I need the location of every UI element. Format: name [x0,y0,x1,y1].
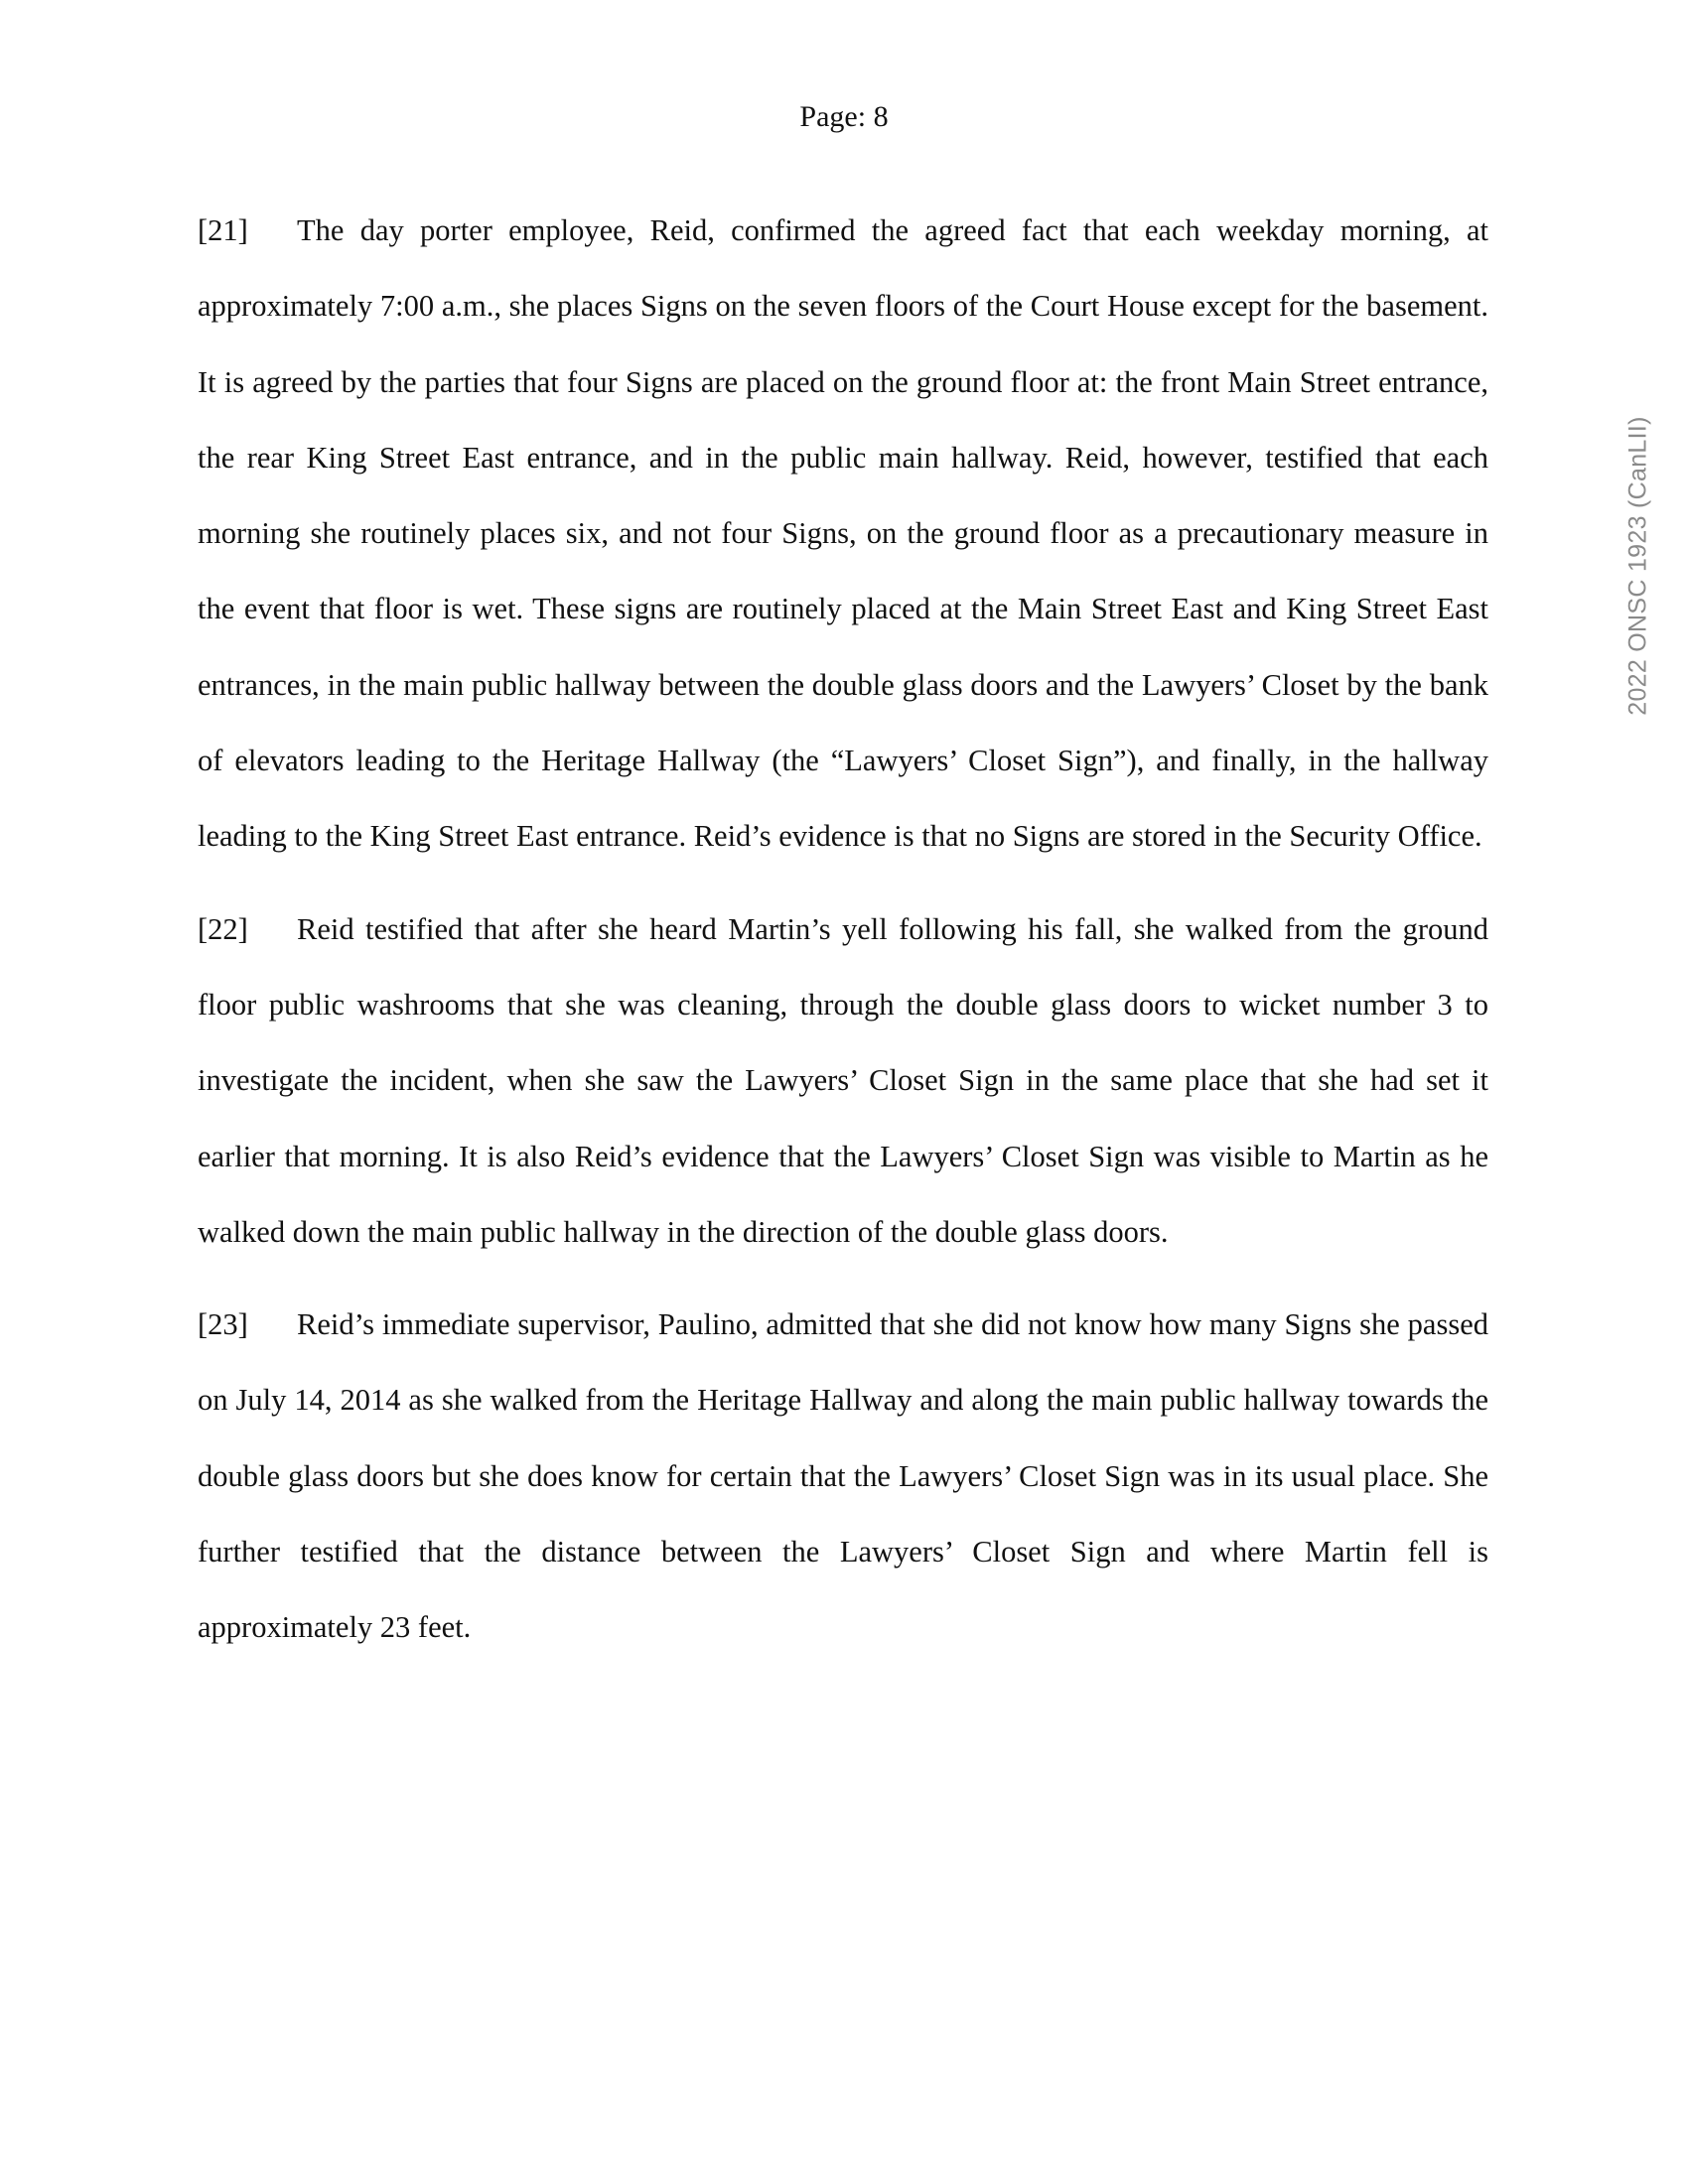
paragraph-21 [198,193,1488,875]
page-number-header: Page: 8 [799,100,889,133]
paragraph-number: [22] [198,911,248,946]
paragraph-23 [198,1287,1488,1665]
paragraph-text: Reid testified that after she heard Martin’s yell following his fall, she walked from the ground floor public washrooms that she was cleaning, through the double glass doors to wicket number 3 to investigate the incident, when she saw the Lawyers’ Closet Sign in the same place that she had set it earlier that morning. It is also Reid’s evidence that the Lawyers’ Closet Sign was visible to Martin as he walked down the main public hallway in the direction of the double glass doors. [198,911,1488,1249]
paragraph-number: [23] [198,1307,248,1342]
paragraph-text: Reid’s immediate supervisor, Paulino, admitted that she did not know how many Signs she passed on July 14, 2014 as she walked from the Heritage Hallway and along the main public hallway towards the double glass doors but she does know for certain that the Lawyers’ Closet Sign was in its usual place. She further testified that the distance between the Lawyers’ Closet Sign and where Martin fell is approximately 23 feet. [198,1307,1488,1645]
judgment-body [198,193,1488,1683]
paragraph-text: The day porter employee, Reid, confirmed the agreed fact that each weekday morning, at approximately 7:00 a.m., she places Signs on the seven floors of the Court House except for the basement. It is agreed by the parties that four Signs are placed on the ground floor at: the front Main Street entrance, the rear King Street East entrance, and in the public main hallway. Reid, however, testified that each morning she routinely places six, and not four Signs, on the ground floor as a precautionary measure in the event that floor is wet. These signs are routinely placed at the Main Street East and King Street East entrances, in the main public hallway between the double glass doors and the Lawyers’ Closet by the bank of elevators leading to the Heritage Hallway (the “Lawyers’ Closet Sign”), and finally, in the hallway leading to the King Street East entrance. Reid’s evidence is that no Signs are stored in the Security Office. [198,213,1488,854]
paragraph-22 [198,891,1488,1270]
canlii-citation-watermark: 2022 ONSC 1923 (CanLII) [1623,416,1652,716]
paragraph-number: [21] [198,213,248,247]
